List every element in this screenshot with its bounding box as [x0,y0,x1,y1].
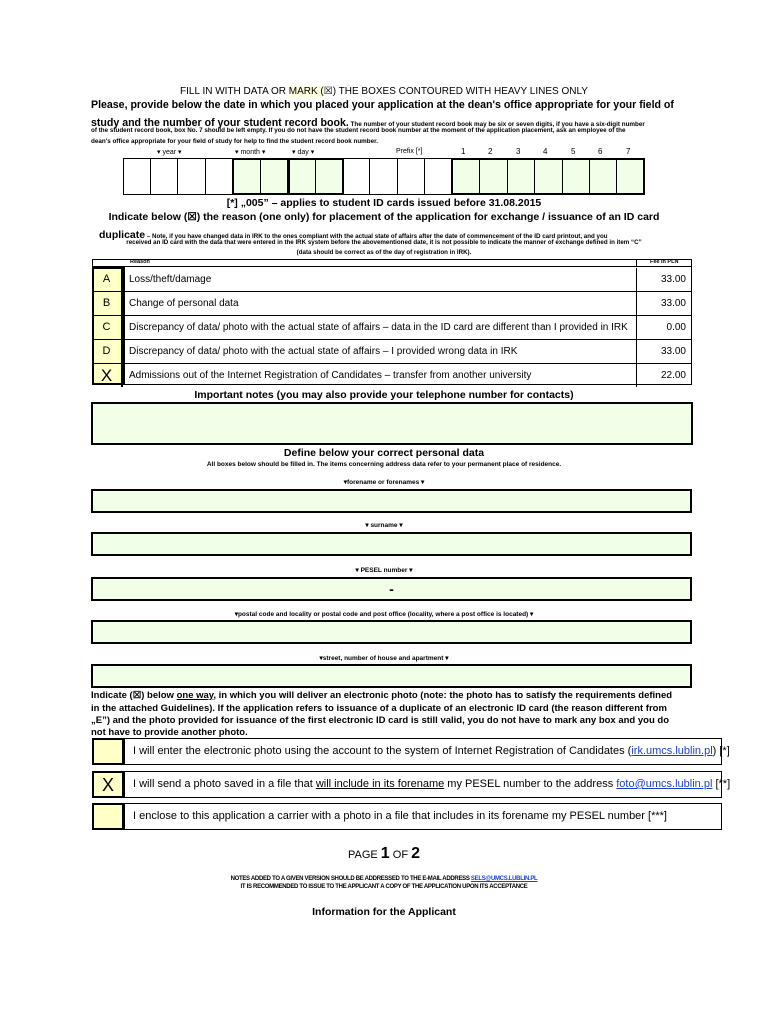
surname-label: ▾ surname ▾ [365,522,403,529]
intro-line-3: of the student record book, box No. 7 should be left empty. If you do not have the student record book number at the moment of the application placement, ask an employee of the [91,127,626,134]
reason-letter[interactable]: B [92,292,123,315]
reason-row-a[interactable] [92,268,692,292]
reason-row-c[interactable] [92,316,692,340]
intro-line-4: dean's office appropriate for your field of study for help to find the student record book number. [91,138,378,145]
photo-option-irk-text: I will enter the electronic photo using the account to the system of Internet Registration of Candidates (irk.umcs.lublin.pl) [*] [124,738,722,765]
prefix-digit-1 [343,159,370,194]
prefix-digit-4 [425,159,452,194]
intro-small: The number of your student record book may be six or seven digits, if you have a six-digit number [348,121,645,128]
photo-option-carrier-text: I enclose to this application a carrier with a photo in a file that includes in its forename my PESEL number [***] [124,803,722,830]
reason-text: Admissions out of the Internet Registration of Candidates – transfer from another university [129,370,532,381]
footnote-005: [*] „005” – applies to student ID cards issued before 31.08.2015 [226,197,542,209]
reason-text: Discrepancy of data/ photo with the actual state of affairs – I provided wrong data in IRK [129,346,518,357]
reason-title: Indicate below (☒) the reason (one only) for placement of the application for exchange / issuance of an ID card [108,211,660,223]
reason-letter[interactable]: A [92,268,123,291]
reason-row-x[interactable] [92,364,692,388]
reason-fee: 33.00 [636,340,692,363]
reason-note-line-3: (data should be correct as of the day of registration in IRK). [296,249,472,256]
fill-text-2: ) THE BOXES CONTOURED WITH HEAVY LINES ONLY [332,86,588,97]
intro-line-1: Please, provide below the date in which you placed your application at the dean's office appropriate for your field of [91,99,674,111]
forename-field[interactable] [91,489,692,513]
reason-fee: 0.00 [636,316,692,339]
notes-field[interactable] [91,402,693,445]
pesel-label: ▾ PESEL number ▾ [355,567,413,574]
forename-label: ▾forename or forenames ▾ [343,479,425,486]
col-reason-header: Reason [130,259,150,265]
postal-label: ▾postal code and locality or postal code and post office (locality, where a post office is located) ▾ [234,611,534,618]
reason-fee: 33.00 [636,268,692,291]
photo-intro-3: „E”) and the photo provided for issuance of the first electronic ID card is still valid, you do not have to mark any box and you do [91,715,670,726]
day-label: ▾ day ▾ [292,149,315,156]
prefix-digit-3 [398,159,425,194]
page-indicator: PAGE 1 OF 2 [347,845,420,862]
checkbox-mark-icon: ☒ [323,86,333,97]
year-label: ▾ year ▾ [157,149,182,156]
reason-fee: 22.00 [636,364,692,387]
digit-labels: 1 2 3 4 5 6 7 [461,147,631,156]
foto-email-link[interactable]: foto@umcs.lublin.pl [616,778,713,790]
month-digit-1[interactable] [233,159,261,194]
prefix-label: Prefix [*] [396,148,423,155]
pesel-field[interactable]: - [91,577,692,601]
fill-instruction [0,86,768,97]
photo-option-carrier-checkbox[interactable] [92,803,124,830]
footer-note-1: NOTES ADDED TO A GIVEN VERSION SHOULD BE ADDRESSED TO THE E-MAIL ADDRESS SELS@UMCS.LUBLIN.PL [230,876,538,882]
reason-text: Loss/theft/damage [129,274,212,285]
record-digit-1[interactable] [453,159,480,194]
surname-field[interactable] [91,532,692,556]
sels-email-link[interactable]: SELS@UMCS.LUBLIN.PL [470,876,538,882]
reason-fee: 33.00 [636,292,692,315]
info-for-applicant: Information for the Applicant [312,906,456,918]
photo-option-irk-checkbox[interactable] [92,738,124,765]
reason-letter[interactable]: D [92,340,123,363]
fill-mark-text: MARK ( [288,86,324,97]
photo-option-email-text: I will send a photo saved in a file that will include in its forename my PESEL number to the address foto@umcs.lublin.pl [**] [124,771,722,798]
one-way-text: one way [176,690,214,701]
reason-note-line-2: received an ID card with the data that were entered in the IRK system before the abovementioned date, it is not possible to indicate the manner of exchange defined in item “C” [126,239,642,246]
year-digit-1[interactable] [123,159,151,194]
record-digit-5[interactable] [563,159,590,194]
postal-field[interactable] [91,620,692,644]
reason-text: Change of personal data [129,298,239,309]
record-digit-6[interactable] [590,159,617,194]
photo-option-email-checkbox[interactable]: X [92,771,124,798]
reason-row-b[interactable] [92,292,692,316]
year-digit-4[interactable] [206,159,233,194]
reason-text: Discrepancy of data/ photo with the actual state of affairs – data in the ID card are different than I provided in IRK [129,322,628,333]
reason-row-d[interactable] [92,340,692,364]
year-digit-3[interactable] [178,159,206,194]
fill-text-1: FILL IN WITH DATA OR [180,86,289,97]
record-digit-4[interactable] [535,159,563,194]
personal-subtitle: All boxes below should be filled in. The items concerning address data refer to your permanent place of residence. [206,461,562,468]
record-digit-2[interactable] [480,159,508,194]
month-label: ▾ month ▾ [235,149,266,156]
photo-intro-1: Indicate (☒) below one way, in which you will deliver an electronic photo (note: the photo has to satisfy the requirements defined [91,690,673,701]
reason-letter[interactable]: C [92,316,123,339]
street-field[interactable] [91,664,692,688]
notes-title: Important notes (you may also provide your telephone number for contacts) [194,389,574,401]
day-digit-1[interactable] [289,159,316,194]
duplicate-label: duplicate [99,229,146,241]
irk-link[interactable]: irk.umcs.lublin.pl [631,745,713,757]
footer-note-2: IT IS RECOMMENDED TO ISSUE TO THE APPLICANT A COPY OF THE APPLICATION UPON ITS ACCEPTANCE [240,884,528,890]
year-digit-2[interactable] [151,159,178,194]
street-label: ▾street, number of house and apartment ▾ [319,655,449,662]
personal-title: Define below your correct personal data [283,447,485,459]
table-header-divider [92,266,692,267]
reason-letter-marked[interactable]: X [92,364,123,387]
photo-intro-2: in the attached Guidelines). If the application refers to issuance of a duplicate of an electronic ID card (the reason different from [91,703,667,714]
photo-intro-4: not have to provide another photo. [91,727,248,738]
record-digit-3[interactable] [508,159,535,194]
intro-bold: study and the number of your student record book. [91,117,349,129]
table-header-col-divider [636,259,637,267]
col-fee-header: Fee in PLN [650,259,679,265]
prefix-digit-2 [370,159,398,194]
note-text: – Note, if you have changed data in IRK to the ones compliant with the actual state of affairs after the date of commencement of the ID card printout, and you [145,233,608,240]
